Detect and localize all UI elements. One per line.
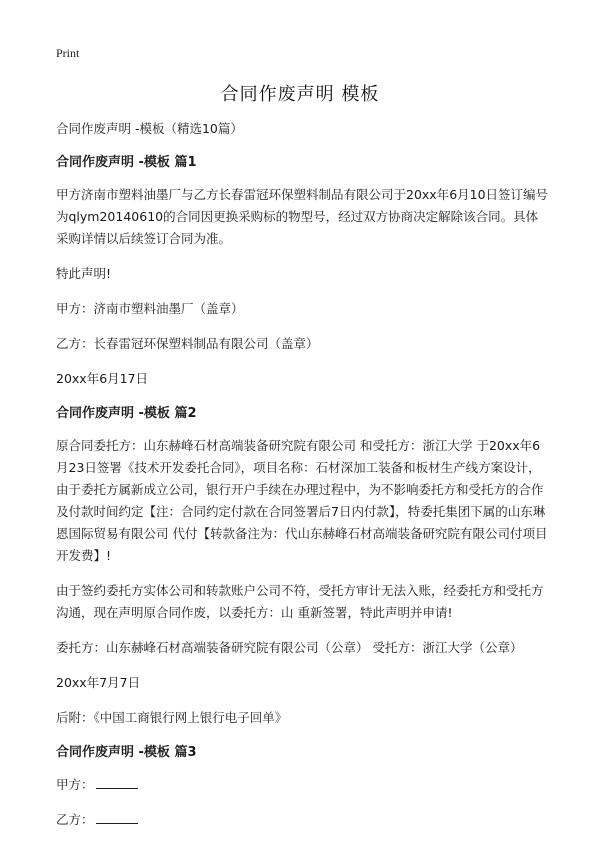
paragraph-2-3: 委托方：山东赫峰石材高端装备研究院有限公司（公章） 受托方：浙江大学（公章） [56,640,523,655]
paragraph-1-1: 甲方济南市塑料油墨厂与乙方长春雷冠环保塑料制品有限公司于20xx年6月10日签订编号为qlym20140610的合同因更换采购标的物型号，经过双方协商决定解除该合同。具体采购详情以后续签订合同为准。 [56,187,549,246]
paragraph-1-5: 20xx年6月17日 [56,371,149,386]
section-heading-2: 合同作废声明 -模板 篇2 [56,406,197,421]
party-a-blank [96,774,138,789]
paragraph-1-3: 甲方：济南市塑料油墨厂（盖章） [56,301,244,316]
paragraph-2-2: 由于签约委托方实体公司和转款账户公司不符，受托方审计无法入账，经委托方和受托方沟通，现在声明原合同作废，以委托方：山 重新签署，特此声明并申请! [56,583,544,620]
party-b-label: 乙方： [56,812,94,827]
document-subtitle: 合同作废声明 -模板（精选10篇） [56,121,243,136]
paragraph-1-2: 特此声明! [56,266,112,281]
paragraph-2-5: 后附：《中国工商银行网上银行电子回单》 [56,710,288,725]
paragraph-2-1: 原合同委托方：山东赫峰石材高端装备研究院有限公司 和受托方：浙江大学 于20xx年6月23日签署《技术开发委托合同》，项目名称：石材深加工装备和板材生产线方案设计，由于委托方属新成立公司，银行开户手续在办理过程中，为不影响委托方和受托方的合作及付款时间约定【注：合同约定付款在合同签署后7日内付款】，特委托集团下属的山东琳恩国际贸易有限公司 代付【转款备注为：代山东赫峰石材高端装备研究院有限公司付项目开发费】! [56,438,548,563]
document-body [56,118,550,844]
document-title: 合同作废声明 模板 [220,84,380,105]
paragraph-1-4: 乙方：长春雷冠环保塑料制品有限公司（盖章） [56,336,319,351]
paragraph-2-4: 20xx年7月7日 [56,675,141,690]
section-heading-3: 合同作废声明 -模板 篇3 [56,745,197,760]
party-b-blank [96,809,138,824]
print-label: Print [56,46,80,60]
party-a-label: 甲方： [56,777,94,792]
section-heading-1: 合同作废声明 -模板 篇1 [56,155,197,170]
signature-line-party-a [56,774,550,796]
